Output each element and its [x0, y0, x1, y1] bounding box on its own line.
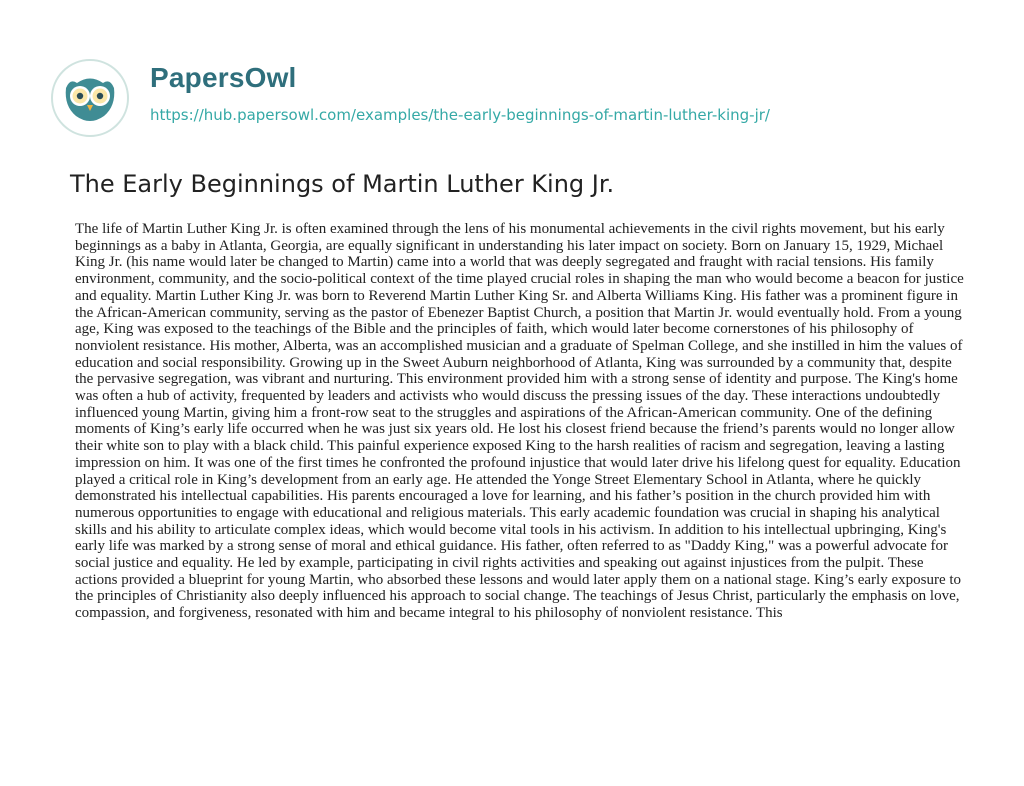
owl-logo-icon	[50, 58, 130, 138]
site-header	[50, 58, 990, 138]
document-title: The Early Beginnings of Martin Luther King Jr.	[70, 170, 615, 198]
document-url[interactable]: https://hub.papersowl.com/examples/the-early-beginnings-of-martin-luther-king-jr/	[150, 106, 770, 124]
document-body-text: The life of Martin Luther King Jr. is often examined through the lens of his monumental achievements in the civil rights movement, but his early beginnings as a baby in Atlanta, Georgia, are equally significant in understanding his later impact on society. Born on January 15, 1929, Michael King Jr. (his name would later be changed to Martin) came into a world that was deeply segregated and fraught with racial tensions. His family environment, community, and the socio-political context of the time played crucial roles in shaping the man who would become a beacon for justice and equality. Martin Luther King Jr. was born to Reverend Martin Luther King Sr. and Alberta Williams King. His father was a prominent figure in the African-American community, serving as the pastor of Ebenezer Baptist Church, a position that Martin Jr. would eventually hold. From a young age, King was exposed to the teachings of the Bible and the principles of faith, which would later become cornerstones of his philosophy of nonviolent resistance. His mother, Alberta, was an accomplished musician and a graduate of Spelman College, and she instilled in him the values of education and social responsibility. Growing up in the Sweet Auburn neighborhood of Atlanta, King was surrounded by a community that, despite the pervasive segregation, was vibrant and nurturing. This environment provided him with a strong sense of identity and purpose. The King's home was often a hub of activity, frequented by leaders and activists who would discuss the pressing issues of the day. These interactions undoubtedly influenced young Martin, giving him a front-row seat to the struggles and aspirations of the African-American community. One of the defining moments of King’s early life occurred when he was just six years old. He lost his closest friend because the friend’s parents would no longer allow their white son to play with a black child. This painful experience exposed King to the harsh realities of racism and segregation, leaving a lasting impression on him. It was one of the first times he confronted the profound injustice that would later drive his lifelong quest for equality. Education played a critical role in King’s development from an early age. He attended the Yonge Street Elementary School in Atlanta, where he quickly demonstrated his intellectual capabilities. His parents encouraged a love for learning, and his father’s position in the church provided him with numerous opportunities to engage with educational and religious materials. This early academic foundation was crucial in shaping his analytical skills and his ability to articulate complex ideas, which would become vital tools in his activism. In addition to his intellectual upbringing, King's early life was marked by a strong sense of moral and ethical guidance. His father, often referred to as "Daddy King," was a powerful advocate for social justice and equality. He led by example, participating in civil rights activities and speaking out against injustices from the pulpit. These actions provided a blueprint for young Martin, who absorbed these lessons and would later apply them on a national stage. King’s early exposure to the principles of Christianity also deeply influenced his approach to social change. The teachings of Jesus Christ, particularly the emphasis on love, compassion, and forgiveness, resonated with him and became integral to his philosophy of nonviolent resistance. This	[75, 221, 964, 622]
brand-name[interactable]: PapersOwl	[150, 62, 297, 93]
